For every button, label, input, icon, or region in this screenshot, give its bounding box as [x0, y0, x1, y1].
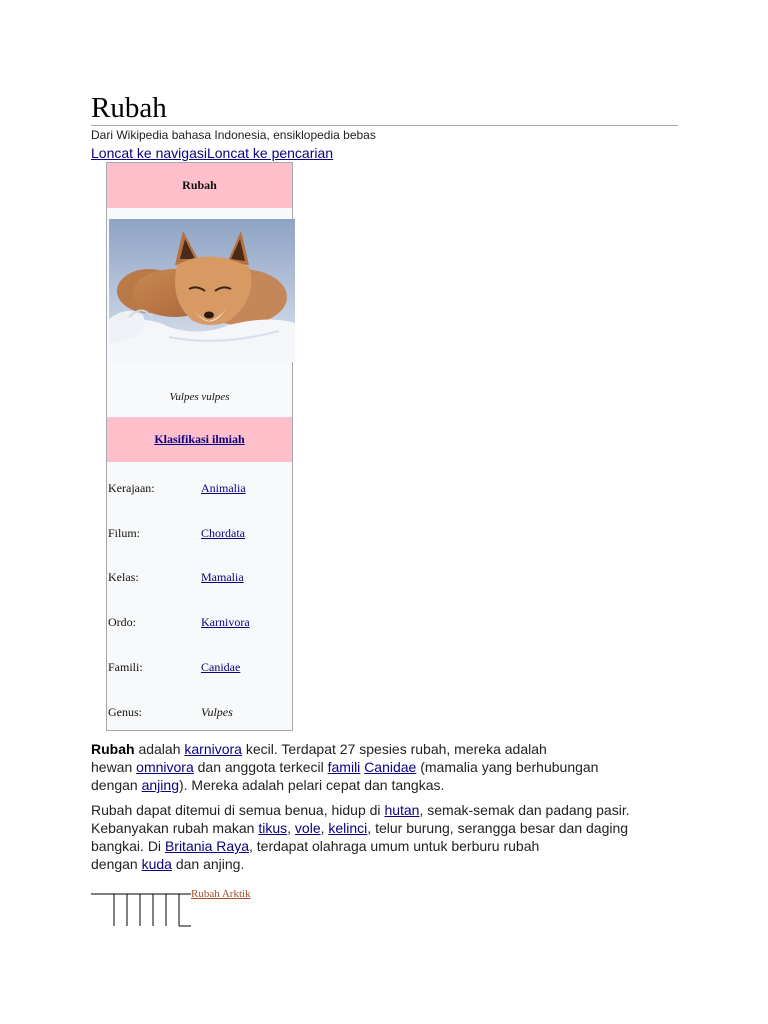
taxobox-row-label: Filum: [108, 526, 141, 540]
taxobox-row-label: Famili: [108, 660, 143, 674]
habitat-paragraph [91, 801, 681, 873]
text-run: Kebanyakan rubah makan [91, 820, 259, 836]
link-tikus[interactable]: tikus [258, 820, 288, 836]
order-link[interactable]: Karnivora [201, 615, 250, 629]
text-run: , terdapat olahraga umum untuk berburu rubah [248, 838, 540, 854]
taxobox-row-kerajaan [107, 481, 292, 497]
text-run: kecil. Terdapat 27 spesies rubah, mereka adalah [241, 741, 547, 757]
link-karnivora[interactable]: karnivora [184, 741, 242, 757]
title-divider [91, 125, 678, 126]
link-famili[interactable]: famili [327, 759, 361, 775]
jump-to-search-link[interactable]: Loncat ke pencarian [206, 145, 334, 161]
text-run: , semak-semak dan padang pasir. [419, 802, 630, 818]
taxobox-caption: Vulpes vulpes [169, 391, 230, 403]
kingdom-link[interactable]: Animalia [201, 481, 246, 495]
link-hutan[interactable]: hutan [384, 802, 420, 818]
taxobox-row-filum [107, 526, 292, 542]
link-kuda[interactable]: kuda [141, 856, 172, 872]
taxobox-row-famili [107, 660, 292, 676]
taxobox-row-ordo [107, 615, 292, 631]
text-run: dan anjing. [171, 856, 245, 872]
link-canidae[interactable]: Canidae [364, 759, 417, 775]
text-run: bangkai. Di [91, 838, 165, 854]
scientific-classification-link[interactable]: Klasifikasi ilmiah [154, 432, 245, 446]
text-run: ). Mereka adalah pelari cepat dan tangkas. [178, 777, 445, 793]
taxobox-row-kelas [107, 570, 292, 586]
taxobox-row-label: Kelas: [108, 570, 139, 584]
family-link[interactable]: Canidae [201, 660, 241, 674]
page-title: Rubah [91, 92, 167, 124]
text-run: (mamalia yang berhubungan [416, 759, 599, 775]
taxobox-row-label: Genus: [108, 705, 142, 719]
taxobox-row-genus [107, 705, 292, 721]
text-run: , telur burung, serangga besar dan daging [367, 820, 629, 836]
text-run: dengan [91, 777, 142, 793]
cladogram-link-rubah-arktik[interactable]: Rubah Arktik [191, 888, 251, 900]
jump-links [91, 145, 333, 162]
genus-value: Vulpes [201, 705, 233, 719]
link-omnivora[interactable]: omnivora [136, 759, 194, 775]
text-run: hewan [91, 759, 137, 775]
text-run: , [287, 820, 295, 836]
text-run: dan anggota terkecil [193, 759, 328, 775]
link-britania-raya[interactable]: Britania Raya [164, 838, 249, 854]
phylum-link[interactable]: Chordata [201, 526, 245, 540]
taxobox-row-label: Kerajaan: [108, 481, 155, 495]
taxobox [106, 162, 293, 731]
intro-paragraph [91, 740, 681, 794]
text-run: dengan [91, 856, 142, 872]
text-run: adalah [134, 741, 185, 757]
bold-term: Rubah [91, 741, 135, 757]
class-link[interactable]: Mamalia [201, 570, 244, 584]
taxobox-classification-heading [107, 417, 292, 462]
fox-image [109, 219, 295, 362]
link-anjing[interactable]: anjing [141, 777, 179, 793]
text-run: , [320, 820, 329, 836]
fox-photo[interactable] [109, 219, 295, 362]
link-kelinci[interactable]: kelinci [328, 820, 368, 836]
text-run: Rubah dapat ditemui di semua benua, hidup di [91, 802, 385, 818]
taxobox-heading: Rubah [107, 163, 292, 208]
taxobox-row-label: Ordo: [108, 615, 136, 629]
jump-to-navigation-link[interactable]: Loncat ke navigasi [91, 145, 207, 161]
link-vole[interactable]: vole [294, 820, 321, 836]
site-tagline: Dari Wikipedia bahasa Indonesia, ensiklopedia bebas [91, 128, 376, 142]
